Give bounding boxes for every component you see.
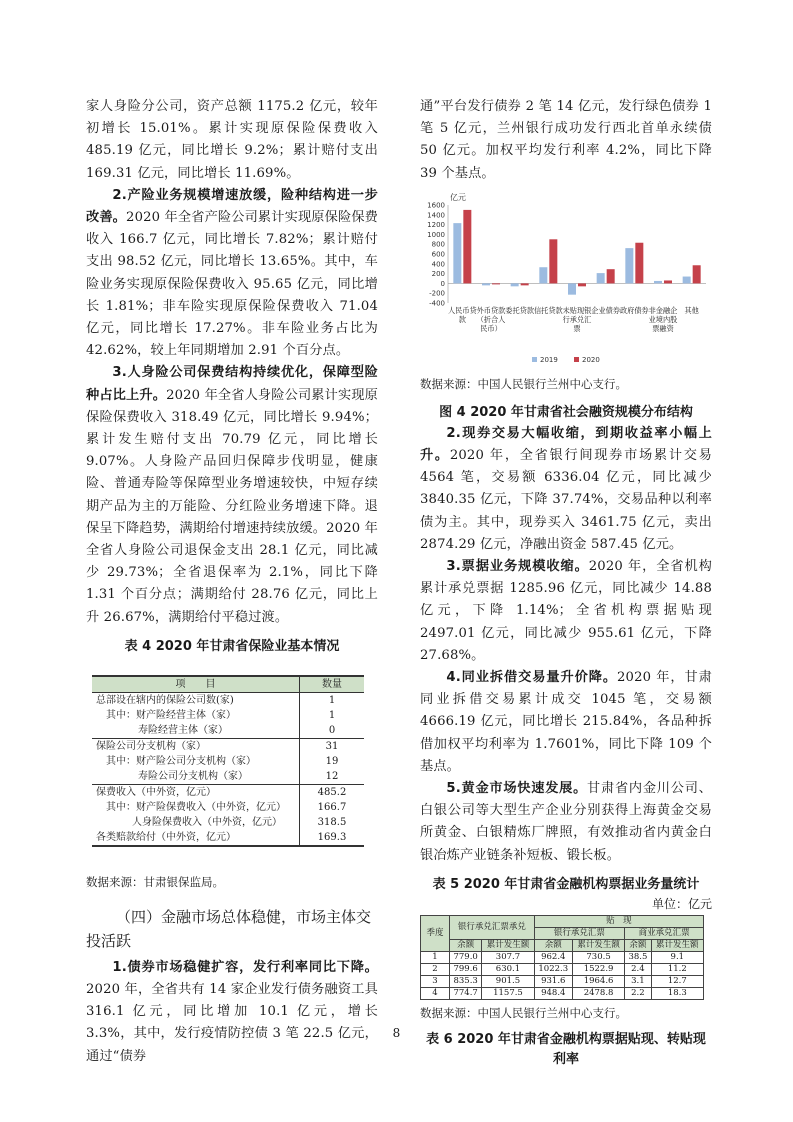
paragraph-cash-bond (420, 423, 712, 556)
chart-bar-2020 (693, 265, 701, 283)
table-row (92, 692, 364, 708)
table-row (421, 963, 704, 975)
paragraph-property-insurance (86, 185, 378, 363)
table5-cell: 730.5 (572, 951, 624, 963)
table4-label: 人身险保费收入（中外资，亿元） (132, 816, 282, 828)
chart-unit-label: 亿元 (450, 192, 466, 202)
table4-label: 其中：财产险公司分支机构（家） (106, 755, 256, 767)
table5-header-accum: 累计发生额 (482, 939, 534, 951)
table5-cell: 2478.8 (572, 987, 624, 999)
table5-cell: 774.7 (450, 987, 482, 999)
chart-y-tick-label: 800 (431, 240, 445, 249)
chart-bar-2020 (635, 243, 643, 284)
table5-cell: 3.1 (625, 975, 651, 987)
table4-value: 19 (300, 754, 365, 769)
table4-value: 169.3 (300, 830, 365, 846)
chart-bar-2020 (549, 239, 557, 283)
table-row (92, 815, 364, 830)
table4-value: 1 (300, 708, 365, 723)
chart-x-tick-label: 其他 (684, 305, 699, 315)
interbank-text: 2020 年，甘肃同业拆借交易累计成交 1045 笔，交易额 4666.19 亿元，同比增长 215.84%，各品种拆借加权平均利率为 1.7601%，同比下降 109 个基点。 (420, 670, 712, 774)
table5-cell: 12.7 (651, 975, 703, 987)
table5-caption: 表 5 2020 年甘肃省金融机构票据业务量统计 (432, 876, 700, 892)
table4-label: 保险公司分支机构（家） (92, 738, 300, 754)
table4-label: 总部设在辖内的保险公司数(家) (96, 694, 234, 706)
table-row (92, 754, 364, 769)
heading-interbank: 4.同业拆借交易量升价降。 (446, 670, 617, 686)
table5-cell: 630.1 (482, 963, 534, 975)
chart-legend-swatch (574, 357, 579, 362)
chart-bar-2020 (578, 283, 586, 286)
table5-source: 数据来源：中国人民银行兰州中心支行。 (420, 1005, 627, 1020)
chart-y-tick-label: 200 (431, 269, 445, 278)
heading-cash-bond: 2.现券交易大幅收缩，到期收益率小幅上升。 (420, 425, 712, 464)
table-row (421, 951, 704, 963)
chart-bar-2019 (597, 273, 605, 283)
table4-value: 31 (300, 738, 365, 754)
table5-cell: 1 (421, 951, 450, 963)
chart-bar-2019 (654, 281, 662, 283)
table5-cell: 931.6 (534, 975, 572, 987)
table-row (421, 975, 704, 987)
table4-header-count: 数量 (300, 676, 365, 693)
bond-market-text: 2020 年，全省共有 14 家企业发行债务融资工具 316.1 亿元，同比增加 10.1 亿元，增长 3.3%，其中，发行疫情防控债 3 笔 22.5 亿元，通过“债券 (86, 982, 378, 1064)
chart-bar-2019 (568, 283, 576, 294)
table4-header-item: 项 目 (92, 676, 300, 693)
table5-cell: 948.4 (534, 987, 572, 999)
table4-label: 寿险公司分支机构（家） (138, 770, 248, 782)
table5-cell: 962.4 (534, 951, 572, 963)
chart-bar-2019 (539, 267, 547, 283)
section4-title: （四）金融市场总体稳健，市场主体交投活跃 (86, 907, 372, 950)
chart-bar-2020 (521, 283, 529, 285)
chart-bar-2019 (625, 248, 633, 283)
paragraph-life-insurance (86, 362, 378, 628)
table4-value: 1 (300, 692, 365, 708)
table4-insurance-overview (92, 675, 364, 847)
table5-cell: 835.3 (450, 975, 482, 987)
table-row (421, 987, 704, 999)
chart-y-tick-label: 400 (431, 260, 445, 269)
table5-cell: 779.0 (450, 951, 482, 963)
table5-cell: 9.1 (651, 951, 703, 963)
chart-legend-swatch (532, 357, 537, 362)
table5-cell: 1522.9 (572, 963, 624, 975)
paragraph-life-insurance-intro: 家人身险分公司，资产总额 1175.2 亿元，较年初增长 15.01%。累计实现原保险保费收入 485.19 亿元，同比增长 9.2%；累计赔付支出 169.31 亿元，同比增长 11.69%。 (86, 99, 378, 181)
table-row (92, 830, 364, 846)
chart-bar-2019 (511, 283, 519, 286)
table5-header-accept: 银行承兑汇票承兑 (450, 915, 535, 939)
table-row (92, 769, 364, 785)
table4-label: 各类赔款给付（中外资，亿元） (92, 830, 300, 846)
right-column (420, 96, 712, 1070)
table5-header-season: 季度 (421, 915, 450, 951)
table5-cell: 38.5 (625, 951, 651, 963)
figure4-caption: 图 4 2020 年甘肃省社会融资规模分布结构 (439, 404, 693, 420)
figure4-source: 数据来源：中国人民银行兰州中心支行。 (420, 376, 627, 391)
chart-bar-2020 (664, 280, 672, 283)
chart-x-tick-label: 政府债券 (619, 305, 649, 315)
table6-caption: 表 6 2020 年甘肃省金融机构票据贴现、转贴现利率 (426, 1031, 706, 1067)
chart-bar-2020 (492, 283, 500, 284)
table5-header-balance: 余额 (625, 939, 651, 951)
chart-y-tick-label: 1400 (427, 211, 445, 220)
left-column (86, 96, 378, 1068)
table5-unit: 单位：亿元 (651, 896, 712, 911)
table5-cell: 2.4 (625, 963, 651, 975)
table5-header-commercial-bill: 商业承兑汇票 (625, 927, 704, 939)
chart-x-tick-label: 信托贷款 (533, 305, 563, 315)
chart-bar-2019 (683, 276, 691, 283)
chart-y-tick-label: 1200 (427, 220, 445, 229)
page-number: 8 (392, 1026, 401, 1040)
paragraph-bond-continued: 通”平台发行债券 2 笔 14 亿元，发行绿色债券 1 笔 5 亿元，兰州银行成功发行西北首单永续债 50 亿元。加权平均发行利率 4.2%，同比下降 39 个基点。 (420, 99, 712, 181)
table4-value: 166.7 (300, 800, 365, 815)
table5-header-discount: 贴 现 (534, 915, 703, 927)
table4-value: 485.2 (300, 784, 365, 800)
heading-life-insurance: 3.人身险公司保费结构持续优化，保障型险种占比上升。 (86, 365, 378, 403)
table5-header-accum: 累计发生额 (572, 939, 624, 951)
heading-bill-business: 3.票据业务规模收缩。 (446, 559, 589, 575)
chart-bar-2020 (463, 210, 471, 284)
table5-cell: 1157.5 (482, 987, 534, 999)
table4-label: 寿险经营主体（家） (138, 724, 228, 736)
table5-cell: 4 (421, 987, 450, 999)
table4-label: 保费收入（中外资，亿元） (92, 784, 300, 800)
table5-header-balance: 余额 (534, 939, 572, 951)
table-row (92, 800, 364, 815)
paragraph-interbank (420, 667, 712, 778)
table-row (92, 723, 364, 739)
paragraph-gold-market (420, 778, 712, 867)
table5-cell: 901.5 (482, 975, 534, 987)
paragraph-bill-business (420, 556, 712, 667)
chart-x-tick-label: 人民币贷款 (447, 305, 477, 324)
table5-header-accum: 累计发生额 (651, 939, 703, 951)
heading-gold-market: 5.黄金市场快速发展。 (446, 781, 588, 797)
table4-value: 12 (300, 769, 365, 785)
table5-cell: 18.3 (651, 987, 703, 999)
table4-value: 0 (300, 723, 365, 739)
chart-y-tick-label: 1000 (427, 230, 445, 239)
table5-header-balance: 余额 (450, 939, 482, 951)
table-row (92, 708, 364, 723)
chart-x-tick-label: 未贴现银行承兑汇票 (562, 305, 592, 333)
table5-cell: 799.6 (450, 963, 482, 975)
chart-y-tick-label: 600 (431, 250, 445, 259)
chart-x-tick-label: 委托贷款 (505, 305, 535, 315)
chart-legend-label: 2020 (582, 355, 600, 364)
chart-x-tick-label: 非金融企业境内股票融资 (648, 305, 678, 333)
bill-business-text: 2020 年，全省机构累计承兑票据 1285.96 亿元，同比减少 14.88 亿元，下降 1.14%；全省机构票据贴现 2497.01 亿元，同比减少 955.61 亿元，下降 27.68%。 (420, 559, 712, 663)
chart-x-tick-label: 企业债券 (591, 305, 621, 315)
table5-cell: 3 (421, 975, 450, 987)
table5-cell: 307.7 (482, 951, 534, 963)
life-insurance-text: 2020 年全省人身险公司累计实现原保险保费收入 318.49 亿元，同比增长 9.94%；累计发生赔付支出 70.79 亿元，同比增长 9.07%。人身险产品回归保障步伐明显，健康险、普通寿险等保障型业务增速较快，中短存续期产品为主的万能险、分红险业务增速下降。退保呈下降趋势，满期给付增速持续放缓。2020 年全省人身险公司退保金支出 28.1 亿元，同比减少 29.73%；全省退保率为 2.1%，同比下降 1.31 个百分点；满期给付 28.76 亿元，同比上升 26.67%，满期给付平稳过渡。 (86, 387, 379, 625)
cash-bond-text: 2020 年，全省银行间现券市场累计交易 4564 笔，交易额 6336.04 亿元，同比减少 3840.35 亿元，下降 37.74%，交易品种以利率债为主。其中，现券买入 3461.75 亿元，卖出 2874.29 亿元，净融出资金 587.45 亿元。 (420, 448, 712, 552)
chart-y-tick-label: 0 (440, 279, 445, 288)
table4-value: 318.5 (300, 815, 365, 830)
table-row (92, 784, 364, 800)
property-insurance-text: 2020 年全省产险公司累计实现原保险保费收入 166.7 亿元，同比增长 7.82%；累计赔付支出 98.52 亿元，同比增长 13.65%。其中，车险业务实现原保险保费收入 95.65 亿元，同比增长 1.81%；非车险实现原保险保费收入 71.04 亿元，同比增长 17.27%。非车险业务占比为 42.62%，较上年同期增加 2.91 个百分点。 (86, 210, 378, 359)
heading-bond-market: 1.债券市场稳健扩容，发行利率同比下降。 (112, 959, 378, 975)
figure4-chart (420, 191, 712, 371)
table5-cell: 1964.6 (572, 975, 624, 987)
chart-legend-label: 2019 (540, 355, 558, 364)
chart-bar-2019 (453, 223, 461, 283)
table5-cell: 2.2 (625, 987, 651, 999)
table4-label: 其中：财产险保费收入（中外资，亿元） (106, 801, 286, 813)
chart-bar-2019 (482, 283, 490, 285)
chart-bar-2020 (607, 269, 615, 283)
table5-cell: 1022.3 (534, 963, 572, 975)
paragraph-bond-market (86, 957, 378, 1068)
chart-y-tick-label: 1600 (427, 201, 445, 210)
gold-market-text: 甘肃省内金川公司、白银公司等大型生产企业分别获得上海黄金交易所黄金、白银精炼厂牌照，有效推动省内黄金白银冶炼产业链条补短板、锻长板。 (420, 781, 712, 863)
heading-property-insurance: 2.产险业务规模增速放缓，险种结构进一步改善。 (86, 187, 378, 226)
chart-y-tick-label: -200 (429, 289, 445, 298)
table5-header-bank-bill: 银行承兑汇票 (534, 927, 625, 939)
table4-source: 数据来源：甘肃银保监局。 (86, 874, 224, 889)
table5-bill-statistics (420, 915, 704, 1000)
table5-cell: 11.2 (651, 963, 703, 975)
table4-caption: 表 4 2020 年甘肃省保险业基本情况 (124, 638, 340, 654)
chart-y-tick-label: -400 (429, 299, 445, 308)
table5-cell: 2 (421, 963, 450, 975)
table4-label: 其中：财产险经营主体（家） (106, 709, 236, 721)
chart-x-tick-label: 外币贷款（折合人民币） (476, 305, 506, 333)
table-row (92, 738, 364, 754)
